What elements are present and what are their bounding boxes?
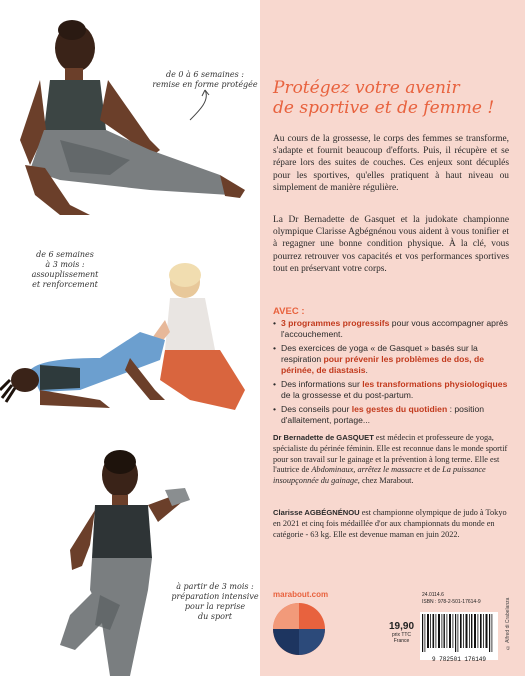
photo-seated-stretch [0,0,260,225]
feature-item-information-end: de la grossesse et du post-partum. [281,390,414,400]
feature-item-information [273,379,509,401]
publisher-site: marabout.com [273,590,329,599]
bio-gasquet-end: , chez Marabout. [357,476,414,486]
feature-item-advice-text: Des conseils pour [281,404,352,414]
caption-stage-2-line3: assouplissement [31,270,99,279]
caption-stage-2-line1: de 6 semaines [36,250,94,259]
isbn-text: ISBN : 978-2-501-17614-9 [422,599,481,605]
feature-item-exercises-bold: pour prévenir les problèmes de dos, de périnée, de diastasis [281,354,484,375]
barcode-digits: 9 782501 176149 [431,656,486,663]
caption-stage-3-line3: pour la reprise [184,602,246,611]
authors-paragraph: La Dr Bernadette de Gasquet et la judokate championne olympique Clarisse Agbégnénou vous aident à vous tonifier et à regagner une bonne condition physique. À la clé, vous pourrez retrouver vos capacités et vos performances sportives tout en préservant votre corps. [273,215,509,274]
intro-paragraph: Au cours de la grossesse, le corps des femmes se transforme, s'adapte et fournit beaucoup d'efforts. Puis, il récupère et se répare lors des suites de couches. Ces enjeux sont décuplés pour les sportives, qu'elles pratiquent à haut niveau ou simplement de manière régulière. [273,134,509,193]
publisher-logo [272,602,326,656]
caption-stage-2-line4: et renforcement [32,280,98,289]
price-tag [389,622,414,644]
bio-gasquet [273,433,509,487]
bio-agbegnenou-text: est championne olympique de judo à Tokyo en 2021 et cinq fois médaillée d'or aux championnats du monde en catégorie - 63 kg. Elle est devenue maman en juin 2022. [273,508,507,539]
feature-item-advice-bold: les gestes du quotidien [351,404,448,414]
bio-agbegnenou-name: Clarisse AGBÉGNÉNOU [273,508,360,517]
book-code: 24.0114.6 [422,592,444,598]
book-codes [422,592,481,606]
photo-credit: © Alfred di Crabelanza [505,597,511,650]
feature-item-exercises-text: Des exercices de yoga « de Gasquet » basés sur la respiration [281,343,478,364]
barcode-bars [420,612,498,652]
caption-stage-3-line4: du sport [198,612,232,621]
back-cover-title [273,78,508,118]
feature-item-programs-text: pour vous accompagner après l'accouchement. [281,318,508,339]
avec-heading: AVEC : [273,306,305,317]
bio-gasquet-text: est médecin et professeure de yoga, spécialiste du périnée féminin. Elle est reconnue dans le monde sportif pour son travail sur le gainage et la prévention à long terme. Elle est l'autrice de [273,433,508,475]
barcode [420,612,498,663]
caption-stage-1-line2: remise en forme protégée [152,80,258,89]
price-sub1: prix TTC [391,632,412,638]
feature-item-advice-end: : position d'allaitement, portage... [281,404,485,425]
caption-stage-1-line1: de 0 à 6 semaines : [166,70,244,79]
price-main: 19,90 [389,621,415,632]
title-line-1: Protégez votre avenir [273,78,460,98]
bio-agbegnenou [273,508,509,540]
feature-item-programs-bold: 3 programmes progressifs [281,318,390,328]
bio-gasquet-book2: La puissance insoupçonnée du gainage [273,465,486,486]
caption-stage-2 [20,250,110,290]
photo-panel [0,0,260,676]
caption-stage-3-line2: préparation intensive [171,592,259,601]
feature-item-exercises-end: . [365,365,368,375]
caption-stage-2-line2: à 3 mois : [45,260,85,269]
bio-gasquet-and: et de [422,465,443,475]
caption-stage-3 [170,582,260,622]
photo-standing-balance [0,440,260,676]
feature-item-exercises [273,343,509,376]
caption-stage-3-line1: à partir de 3 mois : [176,582,254,591]
features-list [273,318,509,429]
title-line-2: de sportive et de femme ! [273,98,495,118]
feature-item-advice [273,404,509,426]
bio-gasquet-book1: Abdominaux, arrêtez le massacre [311,465,423,475]
feature-item-information-text: Des informations sur [281,379,363,389]
feature-item-programs [273,318,509,340]
bio-gasquet-name: Dr Bernadette de GASQUET [273,433,374,442]
caption-stage-1 [150,70,260,90]
price-sub2: France [393,638,410,644]
feature-item-information-bold: les transformations physiologiques [362,379,508,389]
